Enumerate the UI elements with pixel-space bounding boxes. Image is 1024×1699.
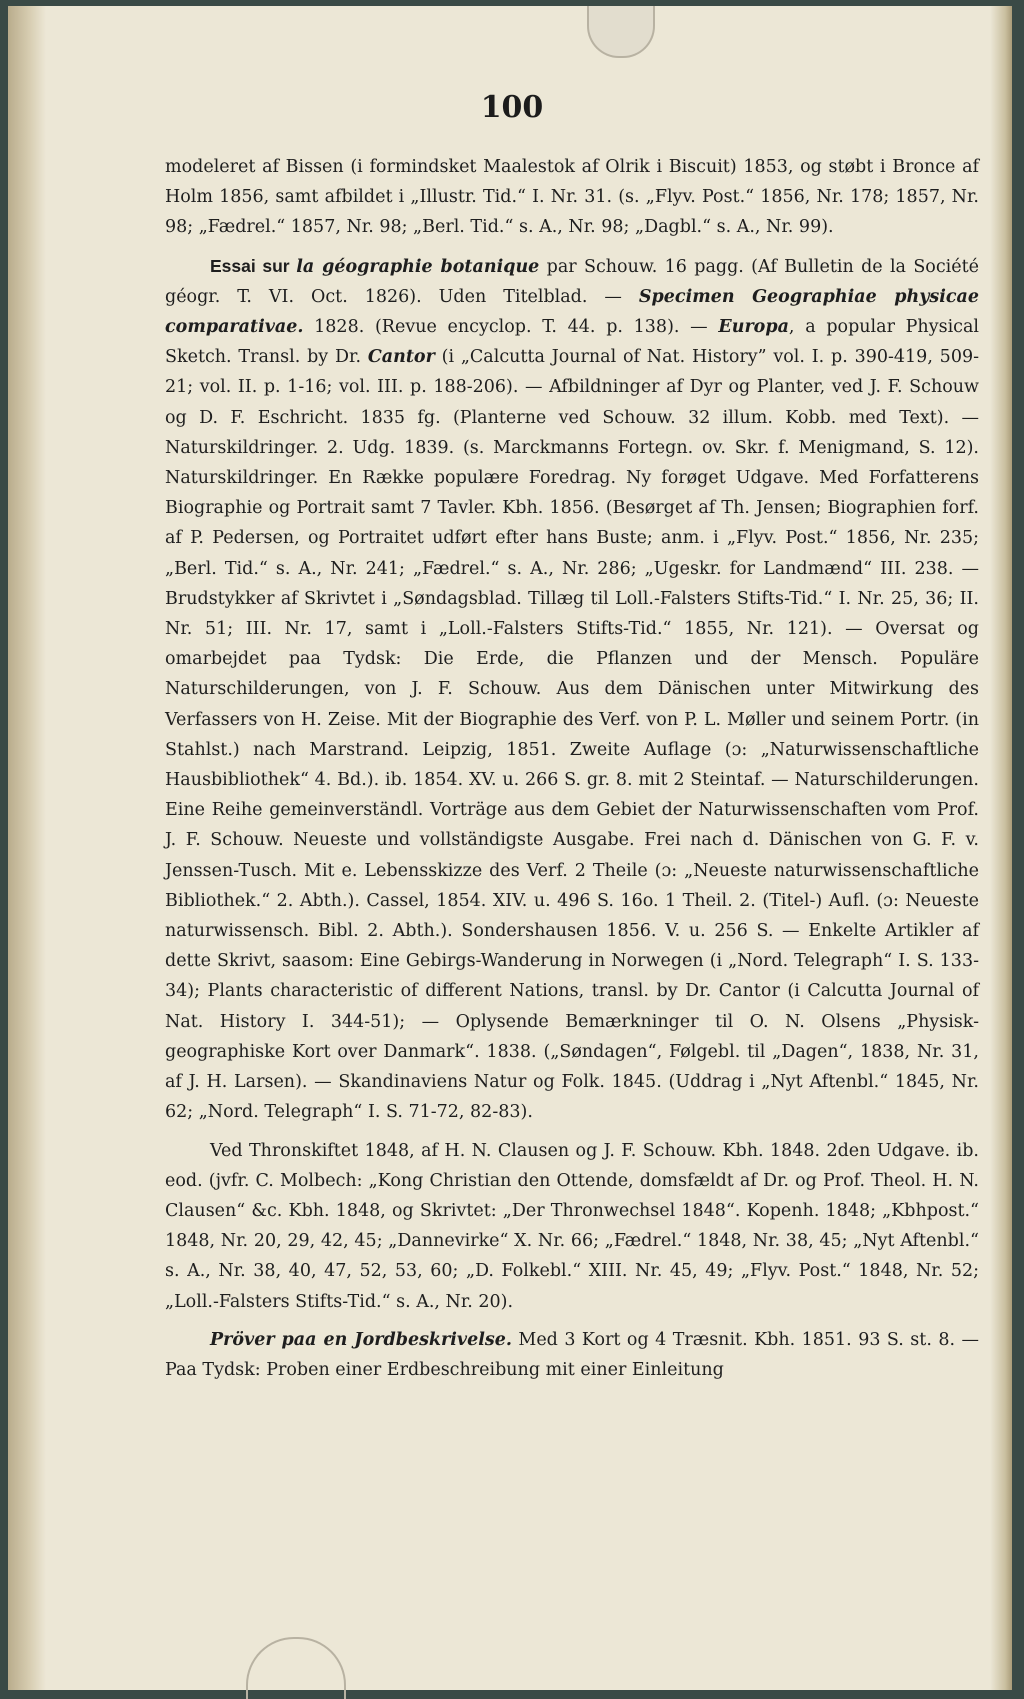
paragraph-text: , a popular Physical Sketch. Transl. by Dr. xyxy=(165,317,979,368)
body-text xyxy=(165,152,979,1393)
paper-clip-mark xyxy=(587,6,655,58)
page-edge-shadow xyxy=(990,6,1012,1690)
paragraph-text: (i „Calcutta Journal of Nat. History” vol. I. p. 390-419, 509-21; vol. II. p. 1-16; vol. III. p. 188-206). — Afbildninger af Dyr og Planter, ved J. F. Schouw og D. F. Eschricht. 1835 fg. (Planterne ved Schouw. 32 illum. Kobb. med Text). — Naturskildringer. 2. Udg. 1839. (s. Marckmanns Fortegn. ov. Skr. f. Menigmand, S. 12). Naturskildringer. En Række populære Foredrag. Ny forøget Udgave. Med Forfatterens Biographie og Portrait samt 7 Tavler. Kbh. 1856. (Besørget af Th. Jensen; Biographien forf. af P. Pedersen, og Portraitet udført efter hans Buste; anm. i „Flyv. Post.“ 1856, Nr. 235; „Berl. Tid.“ s. A., Nr. 241; „Fædrel.“ s. A., Nr. 286; „Ugeskr. for Landmænd“ III. 238. — Brudstykker af Skrivtet i „Søndagsblad. Tillæg til Loll.-Falsters Stifts-Tid.“ I. Nr. 25, 36; II. Nr. 51; III. Nr. 17, samt i „Loll.-Falsters Stifts-Tid.“ 1855, Nr. 121). — Oversat og omarbejdet paa Tydsk: Die Erde, die Pflanzen und der Mensch. Populäre Naturschilderungen, von J. F. Schouw. Aus dem Dänischen unter Mitwirkung des Verfassers von H. Zeise. Mit der Biographie des Verf. von P. L. Møller und seinem Portr. (in Stahlst.) nach Marstrand. Leipzig, 1851. Zweite Auflage (ɔ: „Naturwissenschaftliche Hausbibliothek“ 4. Bd.). ib. 1854. XV. u. 266 S. gr. 8. mit 2 Steintaf. — Naturschilderungen. Eine Reihe gemeinverständl. Vorträge aus dem Gebiet der Naturwissenschaften vom Prof. J. F. Schouw. Neueste und vollständigste Ausgabe. Frei nach d. Dänischen von G. F. v. Jenssen-Tusch. Mit e. Lebensskizze des Verf. 2 Theile (ɔ: „Neueste naturwissenschaftliche Bibliothek.“ 2. Abth.). Cassel, 1854. XIV. u. 496 S. 16o. 1 Theil. 2. (Titel-) Aufl. (ɔ: Neueste naturwissensch. Bibl. 2. Abth.). Sondershausen 1856. V. u. 256 S. — Enkelte Artikler af dette Skrivt, saasom: Eine Gebirgs-Wanderung in Norwegen (i „Nord. Telegraph“ I. S. 133-34); Plants characteristic of different Nations, transl. by Dr. Cantor (i Calcutta Journal of Nat. History I. 344-51); — Oplysende Bemærkninger til O. N. Olsens „Physisk-geographiske Kort over Danmark“. 1838. („Søndagen“, Følgebl. til „Dagen“, 1838, Nr. 31, af J. H. Larsen). — Skandinaviens Natur og Folk. 1845. (Uddrag i „Nyt Aftenbl.“ 1845, Nr. 62; „Nord. Telegraph“ I. S. 71-72, 82-83). xyxy=(165,347,979,1123)
paper-clip-mark-bottom xyxy=(246,1637,346,1699)
italic-title-text: Cantor xyxy=(367,347,435,368)
paragraph-text: Essai sur xyxy=(210,255,297,276)
page-number: 100 xyxy=(480,90,544,125)
paragraph xyxy=(165,1136,979,1317)
paragraph xyxy=(165,1325,979,1385)
paragraph-text: 1828. (Revue encyclop. T. 44. p. 138). — xyxy=(303,317,719,338)
italic-title-text: Europa xyxy=(718,317,789,338)
italic-title-text: Specimen Geographiae physicae comparativae. xyxy=(165,286,979,338)
paragraph-text: par Schouw. 16 pagg. (Af Bulletin de la Société géogr. T. VI. Oct. 1826). Uden Titelblad. — xyxy=(165,256,979,307)
paragraph xyxy=(165,152,979,243)
paragraph xyxy=(165,251,979,1128)
italic-title-text: la géographie botanique xyxy=(296,256,540,277)
page-spine-shadow xyxy=(8,6,46,1690)
paragraph-text: Med 3 Kort og 4 Træsnit. Kbh. 1851. 93 S. st. 8. — Paa Tydsk: Proben einer Erdbeschreibung mit einer Einleitung xyxy=(165,1329,979,1380)
italic-title-text: Pröver paa en Jordbeskrivelse. xyxy=(210,1329,512,1350)
paragraph-text: Ved Thronskiftet 1848, af H. N. Clausen og J. F. Schouw. Kbh. 1848. 2den Udgave. ib. eod. (jvfr. C. Molbech: „Kong Christian den Ottende, domsfældt af Dr. og Prof. Theol. H. N. Clausen“ &c. Kbh. 1848, og Skrivtet: „Der Thronwechsel 1848“. Kopenh. 1848; „Kbhpost.“ 1848, Nr. 20, 29, 42, 45; „Dannevirke“ X. Nr. 66; „Fædrel.“ 1848, Nr. 38, 45; „Nyt Aftenbl.“ s. A., Nr. 38, 40, 47, 52, 53, 60; „D. Folkebl.“ XIII. Nr. 45, 49; „Flyv. Post.“ 1848, Nr. 52; „Loll.-Falsters Stifts-Tid.“ s. A., Nr. 20). xyxy=(165,1140,979,1312)
paragraph-text: modeleret af Bissen (i formindsket Maalestok af Olrik i Biscuit) 1853, og støbt i Bronce af Holm 1856, samt afbildet i „Illustr. Tid.“ I. Nr. 31. (s. „Flyv. Post.“ 1856, Nr. 178; 1857, Nr. 98; „Fædrel.“ 1857, Nr. 98; „Berl. Tid.“ s. A., Nr. 98; „Dagbl.“ s. A., Nr. 99). xyxy=(165,157,979,238)
